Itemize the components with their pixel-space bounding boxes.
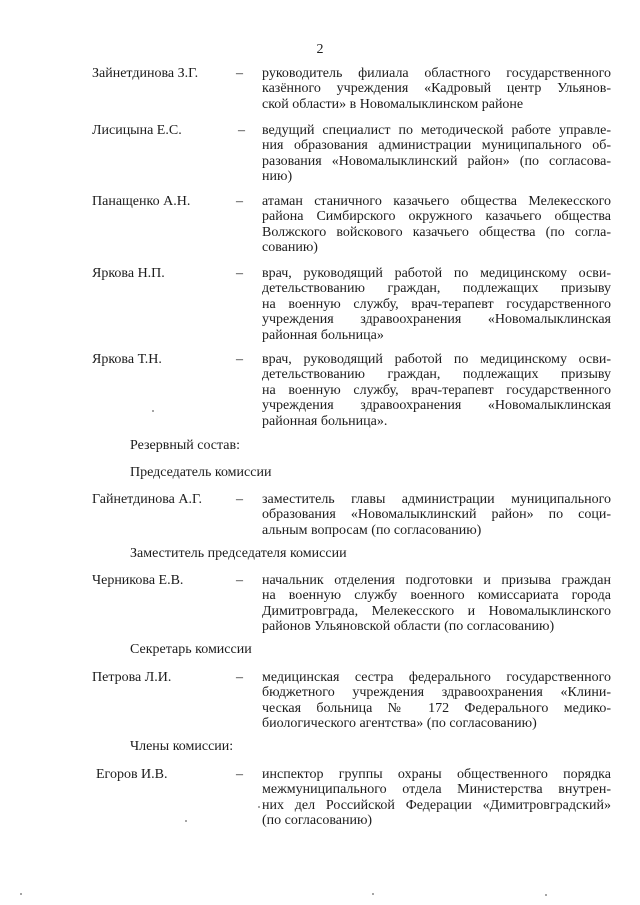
member-description (262, 670, 611, 732)
description-line: учреждения здравоохранения «Новомалыклинская (262, 398, 611, 414)
description-line: атаман станичного казачьего общества Мелекесского (262, 194, 611, 209)
member-name: Панащенко А.Н. (92, 194, 191, 209)
dash: – (236, 194, 243, 209)
member-name: Черникова Е.В. (92, 573, 184, 588)
dash: – (238, 123, 245, 138)
description-line: ской области» в Новомалыклинском районе (262, 96, 524, 112)
description-line: межмуниципального отдела Министерства внутрен- (262, 782, 611, 798)
description-line: районов Ульяновской области (по согласованию) (262, 619, 555, 635)
description-line: Димитровграда, Мелекесского и Новомалыклинского (262, 603, 611, 619)
dash: – (236, 352, 243, 367)
description-line: детельствованию граждан, подлежащих призыву (262, 281, 611, 297)
description-line: учреждения здравоохранения «Новомалыклинская (262, 312, 611, 328)
scan-speck (20, 893, 22, 895)
description-line: них дел Российской Федерации «Димитровградский» (262, 797, 611, 813)
description-line: образования «Новомалыклинский район» по соци- (262, 507, 611, 523)
description-line: медицинская сестра федерального государственного (262, 670, 611, 685)
secretary-heading: Секретарь комиссии (130, 642, 252, 657)
dash: – (236, 767, 243, 782)
member-description (262, 352, 611, 429)
description-line: казённого учреждения «Кадровый центр Ульянов- (262, 81, 611, 97)
member-name: Лисицына Е.С. (92, 123, 182, 138)
description-line: на военную службу военного комиссариата города (262, 588, 611, 604)
member-description (262, 573, 611, 635)
description-line: альным вопросам (по согласованию) (262, 522, 482, 538)
dash: – (236, 66, 243, 81)
description-line: районная больница». (262, 413, 388, 429)
dash: – (236, 266, 243, 281)
member-name: Егоров И.В. (96, 767, 168, 782)
description-line: нию) (262, 169, 293, 185)
member-name: Зайнетдинова З.Г. (92, 66, 199, 81)
description-line: врач, руководящий работой по медицинскому осви- (262, 352, 611, 367)
member-description (262, 492, 611, 538)
description-line: Волжского войскового казачьего общества (по согла- (262, 224, 611, 240)
scan-speck (545, 894, 547, 896)
description-line: биологического агентства» (по согласованию) (262, 716, 537, 732)
member-description (262, 66, 611, 112)
description-line: заместитель главы администрации муниципального (262, 492, 611, 507)
description-line: на военную службу, врач-терапевт государственного (262, 296, 611, 312)
description-line: районная больница» (262, 327, 384, 343)
reserve-heading: Резервный состав: (130, 438, 241, 453)
description-line: ческая больница № 172 Федерального медико- (262, 700, 611, 716)
member-description (262, 767, 611, 829)
dash: – (236, 670, 243, 685)
description-line: инспектор группы охраны общественного порядка (262, 767, 611, 782)
description-line: района Симбирского окружного казачьего общества (262, 209, 611, 225)
page-number: 2 (316, 42, 324, 57)
member-name: Яркова Н.П. (92, 266, 165, 281)
description-line: врач, руководящий работой по медицинскому осви- (262, 266, 611, 281)
scan-speck (258, 806, 260, 808)
description-line: сованию) (262, 240, 318, 256)
member-name: Яркова Т.Н. (92, 352, 162, 367)
dash: – (236, 492, 243, 507)
description-line: ния образования администрации муниципального об- (262, 138, 611, 154)
scan-speck (372, 893, 374, 895)
description-line: (по согласованию) (262, 813, 373, 829)
description-line: детельствованию граждан, подлежащих призыву (262, 367, 611, 383)
scan-speck (152, 410, 154, 412)
dash: – (236, 573, 243, 588)
member-name: Петрова Л.И. (92, 670, 172, 685)
members-heading: Члены комиссии: (130, 739, 234, 754)
description-line: на военную службу, врач-терапевт государственного (262, 382, 611, 398)
member-description (262, 266, 611, 343)
member-name: Гайнетдинова А.Г. (92, 492, 202, 507)
member-description (262, 194, 611, 256)
description-line: бюджетного учреждения здравоохранения «Клини- (262, 685, 611, 701)
chair-heading: Председатель комиссии (130, 465, 272, 480)
description-line: начальник отделения подготовки и призыва граждан (262, 573, 611, 588)
member-description (262, 123, 611, 185)
deputy-heading: Заместитель председателя комиссии (130, 546, 347, 561)
description-line: ведущий специалист по методической работе управле- (262, 123, 611, 138)
scan-speck (185, 820, 187, 822)
description-line: разования «Новомалыклинский район» (по согласова- (262, 153, 611, 169)
description-line: руководитель филиала областного государственного (262, 66, 611, 81)
